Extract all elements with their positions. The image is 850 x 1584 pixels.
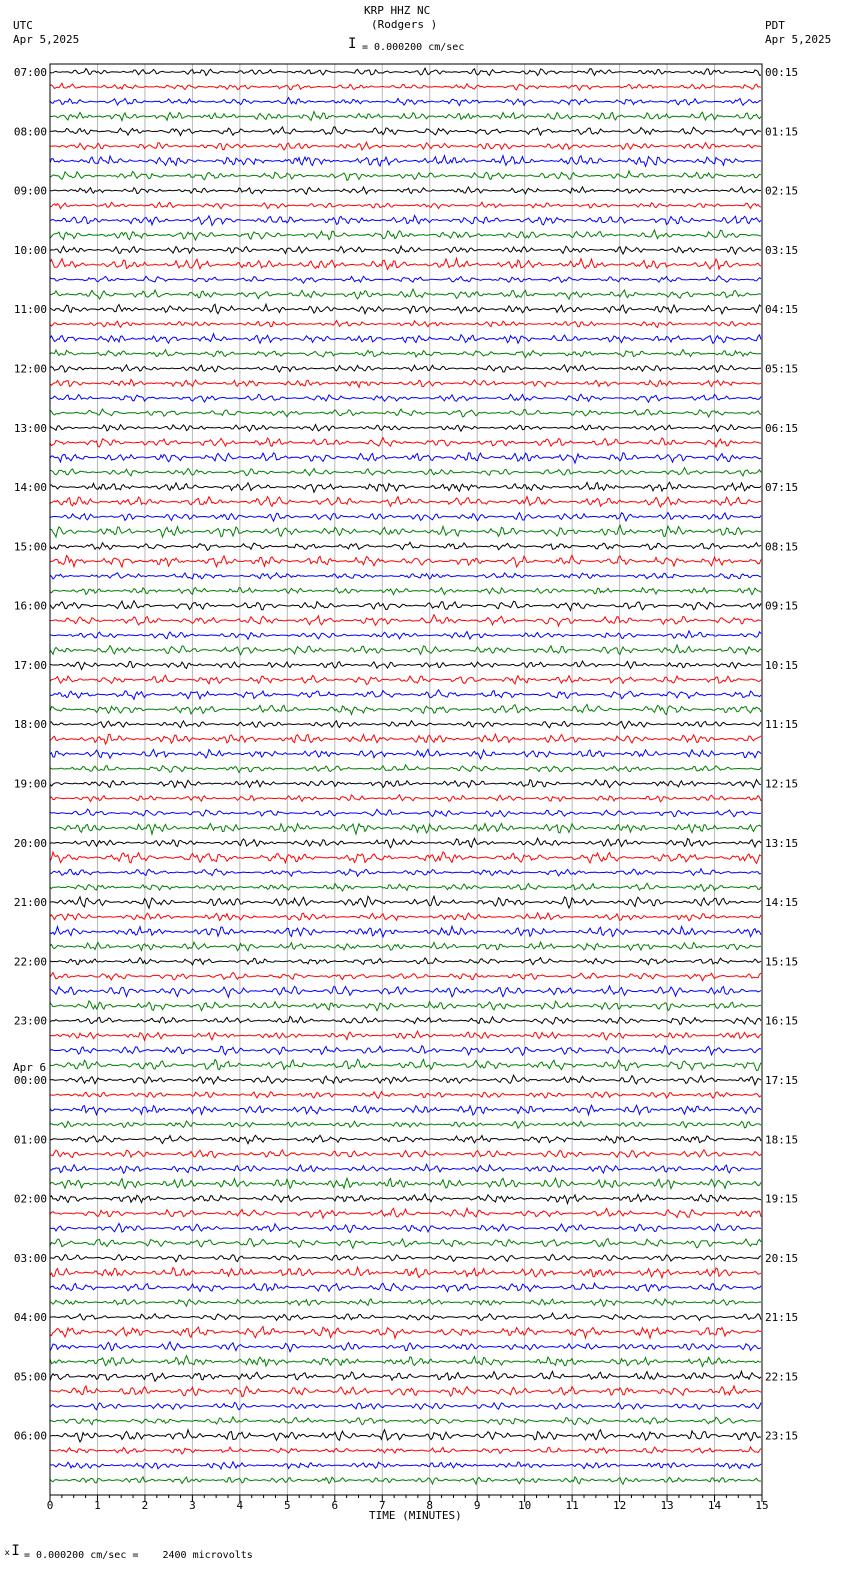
right-hour-label: 20:15 — [765, 1251, 799, 1265]
x-tick-label: 13 — [660, 1499, 674, 1512]
trace-36 — [50, 601, 761, 611]
left-hour-label: 15:00 — [13, 540, 47, 554]
trace-82 — [50, 1283, 761, 1291]
right-hour-label: 04:15 — [765, 303, 799, 317]
left-hour-label: 18:00 — [13, 718, 47, 732]
trace-29 — [50, 497, 761, 507]
right-hour-label: 22:15 — [765, 1370, 799, 1384]
left-hour-label: 14:00 — [13, 481, 47, 495]
trace-53 — [50, 852, 761, 863]
trace-5 — [50, 142, 761, 150]
right-date: Apr 5,2025 — [765, 33, 832, 46]
trace-91 — [50, 1417, 761, 1425]
trace-80 — [50, 1254, 761, 1261]
trace-92 — [50, 1430, 761, 1442]
trace-68 — [50, 1075, 761, 1085]
trace-37 — [50, 615, 761, 626]
x-tick-label: 12 — [612, 1499, 627, 1512]
date-change-label: Apr 6 — [13, 1060, 47, 1074]
right-hour-label: 03:15 — [765, 243, 799, 257]
trace-15 — [50, 289, 761, 299]
trace-24 — [50, 425, 761, 432]
right-hour-label: 00:15 — [765, 66, 799, 79]
x-axis-label: TIME (MINUTES) — [369, 1509, 462, 1522]
right-hour-label: 10:15 — [765, 658, 799, 672]
trace-18 — [50, 334, 761, 344]
trace-60 — [50, 958, 761, 965]
trace-43 — [50, 704, 761, 714]
trace-94 — [50, 1462, 761, 1469]
trace-8 — [50, 187, 761, 194]
left-hour-label: 02:00 — [13, 1192, 47, 1206]
trace-61 — [50, 973, 761, 981]
trace-13 — [50, 258, 761, 269]
trace-78 — [50, 1224, 761, 1233]
trace-59 — [50, 942, 761, 951]
left-hour-label: 04:00 — [13, 1311, 47, 1325]
trace-56 — [50, 896, 761, 908]
left-hour-label: 07:00 — [13, 66, 47, 79]
trace-58 — [50, 926, 761, 937]
trace-4 — [50, 127, 761, 136]
left-hour-label: 23:00 — [13, 1014, 47, 1028]
station-location: (Rodgers ) — [371, 18, 438, 31]
trace-42 — [50, 690, 761, 700]
left-date: Apr 5,2025 — [13, 33, 80, 46]
trace-38 — [50, 631, 761, 639]
x-tick-label: 2 — [141, 1499, 149, 1512]
trace-2 — [50, 98, 761, 106]
left-hour-label: 08:00 — [13, 125, 47, 139]
x-tick-label: 4 — [236, 1499, 244, 1512]
trace-65 — [50, 1031, 761, 1040]
right-hour-label: 08:15 — [765, 540, 799, 554]
trace-47 — [50, 765, 761, 773]
trace-73 — [50, 1150, 761, 1158]
trace-17 — [50, 321, 761, 328]
trace-77 — [50, 1208, 761, 1218]
right-hour-label: 21:15 — [765, 1311, 799, 1325]
left-hour-label: 06:00 — [13, 1429, 47, 1443]
left-hour-label: 09:00 — [13, 184, 47, 198]
trace-75 — [50, 1178, 761, 1188]
trace-33 — [50, 555, 761, 567]
right-hour-label: 14:15 — [765, 896, 799, 910]
trace-51 — [50, 824, 761, 835]
right-hour-label: 19:15 — [765, 1192, 799, 1206]
left-hour-label: 22:00 — [13, 955, 47, 969]
footer-scale-note: = 0.000200 cm/sec = 2400 microvolts — [24, 1550, 253, 1561]
trace-62 — [50, 986, 761, 997]
right-hour-label: 01:15 — [765, 125, 799, 139]
right-hour-label: 13:15 — [765, 836, 799, 850]
left-hour-label: 01:00 — [13, 1133, 47, 1147]
x-tick-label: 10 — [518, 1499, 532, 1512]
left-hour-label: 00:00 — [13, 1073, 47, 1087]
left-hour-label: 13:00 — [13, 421, 47, 435]
trace-26 — [50, 453, 761, 463]
trace-52 — [50, 838, 761, 848]
trace-1 — [50, 83, 761, 90]
trace-34 — [50, 573, 761, 579]
trace-93 — [50, 1447, 761, 1454]
trace-89 — [50, 1386, 761, 1397]
x-tick-label: 0 — [46, 1499, 54, 1512]
right-hour-label: 15:15 — [765, 955, 799, 969]
trace-87 — [50, 1356, 761, 1367]
left-hour-label: 20:00 — [13, 836, 47, 850]
trace-45 — [50, 734, 761, 744]
trace-70 — [50, 1105, 761, 1115]
x-tick-label: 5 — [284, 1499, 291, 1512]
trace-57 — [50, 913, 761, 921]
trace-72 — [50, 1135, 761, 1143]
left-hour-label: 03:00 — [13, 1251, 47, 1265]
left-hour-label: 16:00 — [13, 599, 47, 613]
right-timezone: PDT — [765, 19, 785, 32]
trace-7 — [50, 171, 761, 181]
x-tick-label: 8 — [426, 1499, 434, 1512]
trace-32 — [50, 542, 761, 550]
x-tick-label: 3 — [189, 1499, 196, 1512]
trace-39 — [50, 645, 761, 655]
footer-scale-icon: ₓI — [3, 1543, 20, 1559]
trace-76 — [50, 1194, 761, 1204]
trace-14 — [50, 276, 761, 283]
right-hour-label: 09:15 — [765, 599, 799, 613]
trace-35 — [50, 588, 761, 595]
x-tick-label: 14 — [707, 1499, 722, 1512]
trace-54 — [50, 869, 761, 877]
left-hour-label: 05:00 — [13, 1370, 47, 1384]
trace-84 — [50, 1313, 761, 1320]
x-tick-label: 6 — [331, 1499, 339, 1512]
trace-46 — [50, 749, 761, 759]
trace-66 — [50, 1046, 761, 1056]
trace-30 — [50, 513, 761, 522]
scale-bar-icon: I — [348, 36, 357, 52]
trace-16 — [50, 304, 761, 314]
trace-90 — [50, 1403, 761, 1410]
trace-55 — [50, 883, 761, 891]
trace-20 — [50, 365, 761, 373]
trace-88 — [50, 1371, 761, 1381]
trace-0 — [50, 68, 761, 75]
right-hour-label: 18:15 — [765, 1133, 799, 1147]
left-hour-label: 12:00 — [13, 362, 47, 376]
trace-10 — [50, 216, 761, 226]
trace-12 — [50, 246, 761, 254]
station-title: KRP HHZ NC — [364, 4, 431, 17]
right-hour-label: 06:15 — [765, 421, 799, 435]
trace-71 — [50, 1121, 761, 1128]
right-hour-label: 12:15 — [765, 777, 799, 791]
trace-48 — [50, 780, 761, 788]
right-hour-label: 11:15 — [765, 718, 799, 732]
trace-64 — [50, 1016, 761, 1024]
trace-49 — [50, 795, 761, 802]
trace-9 — [50, 202, 761, 209]
right-hour-label: 07:15 — [765, 481, 799, 495]
trace-21 — [50, 379, 761, 387]
right-hour-label: 02:15 — [765, 184, 799, 198]
right-hour-label: 05:15 — [765, 362, 799, 376]
trace-28 — [50, 482, 761, 492]
left-hour-label: 11:00 — [13, 303, 47, 317]
trace-79 — [50, 1239, 761, 1249]
trace-19 — [50, 349, 761, 357]
right-hour-label: 17:15 — [765, 1073, 799, 1087]
trace-67 — [50, 1059, 761, 1070]
trace-40 — [50, 661, 761, 669]
trace-95 — [50, 1477, 761, 1485]
right-hour-label: 16:15 — [765, 1014, 799, 1028]
trace-63 — [50, 1001, 761, 1011]
trace-81 — [50, 1267, 761, 1278]
trace-83 — [50, 1299, 761, 1307]
trace-25 — [50, 438, 761, 447]
trace-86 — [50, 1342, 761, 1352]
trace-50 — [50, 809, 761, 817]
x-tick-label: 11 — [565, 1499, 579, 1512]
trace-6 — [50, 156, 761, 167]
trace-23 — [50, 409, 761, 417]
left-hour-label: 17:00 — [13, 658, 47, 672]
left-hour-label: 21:00 — [13, 896, 47, 910]
right-hour-label: 23:15 — [765, 1429, 799, 1443]
scale-label: = 0.000200 cm/sec — [362, 42, 465, 53]
x-tick-label: 9 — [473, 1499, 481, 1512]
trace-22 — [50, 394, 761, 402]
trace-3 — [50, 112, 761, 121]
left-hour-label: 10:00 — [13, 243, 47, 257]
left-timezone: UTC — [13, 19, 33, 32]
trace-11 — [50, 230, 761, 240]
trace-74 — [50, 1164, 761, 1173]
trace-44 — [50, 721, 761, 729]
trace-69 — [50, 1092, 761, 1099]
left-hour-label: 19:00 — [13, 777, 47, 791]
x-tick-label: 15 — [755, 1499, 769, 1512]
trace-41 — [50, 675, 761, 684]
x-tick-label: 7 — [378, 1499, 386, 1512]
trace-27 — [50, 468, 761, 476]
x-tick-label: 1 — [94, 1499, 101, 1512]
trace-85 — [50, 1327, 761, 1339]
trace-31 — [50, 525, 761, 537]
